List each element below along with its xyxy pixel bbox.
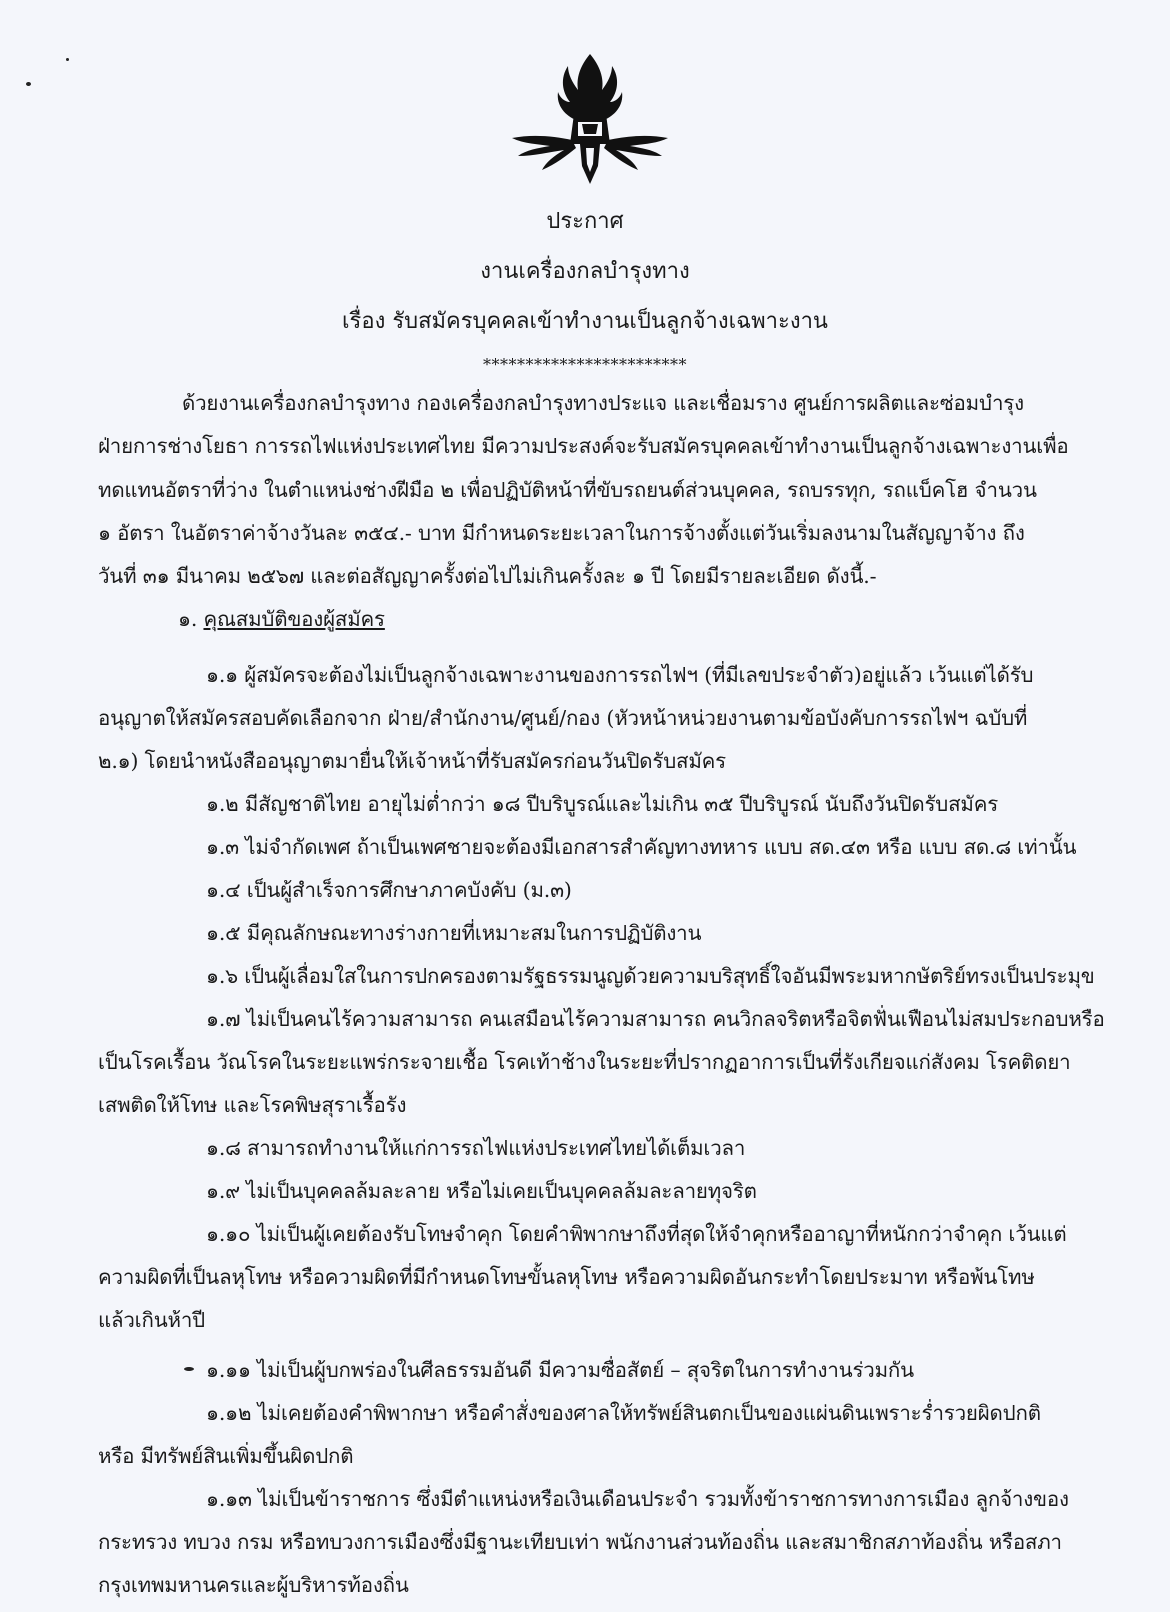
qualification-line: ๑.๑๓ ไม่เป็นข้าราชการ ซึ่งมีตำแหน่งหรือเงินเดือนประจำ รวมทั้งข้าราชการทางการเมือง ลูกจ้างของ: [206, 1487, 1069, 1511]
section-number: ๑.: [178, 607, 198, 631]
qualification-line: เป็นโรคเรื้อน วัณโรคในระยะแพร่กระจายเชื้อ โรคเท้าช้างในระยะที่ปรากฏอาการเป็นที่รังเกียจแก่สังคม โรคติดยา: [98, 1050, 1071, 1074]
qualification-line: ๑.๑๐ ไม่เป็นผู้เคยต้องรับโทษจำคุก โดยคำพิพากษาถึงที่สุดให้จำคุกหรืออาญาที่หนักกว่าจำคุก เว้นแต่: [206, 1222, 1067, 1246]
qualification-line: ๑.๒ มีสัญชาติไทย อายุไม่ต่ำกว่า ๑๘ ปีบริบูรณ์และไม่เกิน ๓๕ ปีบริบูรณ์ นับถึงวันปิดรับสมัคร: [206, 792, 999, 816]
qualification-line: ๑.๕ มีคุณลักษณะทางร่างกายที่เหมาะสมในการปฏิบัติงาน: [206, 921, 702, 945]
department-name: งานเครื่องกลบำรุงทาง: [480, 259, 690, 284]
qualification-line: ๑.๓ ไม่จำกัดเพศ ถ้าเป็นเพศชายจะต้องมีเอกสารสำคัญทางทหาร แบบ สด.๔๓ หรือ แบบ สด.๘ เท่านั้น: [206, 835, 1077, 859]
separator: ************************: [483, 355, 687, 374]
intro-line: ฝ่ายการช่างโยธา การรถไฟแห่งประเทศไทย มีความประสงค์จะรับสมัครบุคคลเข้าทำงานเป็นลูกจ้างเฉพาะงานเพื่อ: [98, 434, 1069, 458]
qualification-line: กระทรวง ทบวง กรม หรือทบวงการเมืองซึ่งมีฐานะเทียบเท่า พนักงานส่วนท้องถิ่น และสมาชิกสภาท้องถิ่น หรือสภา: [98, 1530, 1062, 1554]
qualification-line: ๒.๑) โดยนำหนังสืออนุญาตมายื่นให้เจ้าหน้าที่รับสมัครก่อนวันปิดรับสมัคร: [98, 749, 726, 773]
qualification-line: ๑.๔ เป็นผู้สำเร็จการศึกษาภาคบังคับ (ม.๓): [206, 878, 572, 902]
qualification-line: ๑.๑ ผู้สมัครจะต้องไม่เป็นลูกจ้างเฉพาะงานของการรถไฟฯ (ที่มีเลขประจำตัว)อยู่แล้ว เว้นแต่ได้รับ: [206, 663, 1034, 687]
qualification-line: ๑.๑๒ ไม่เคยต้องคำพิพากษา หรือคำสั่งของศาลให้ทรัพย์สินตกเป็นของแผ่นดินเพราะร่ำรวยผิดปกติ: [206, 1401, 1041, 1425]
qualification-line: ๑.๙ ไม่เป็นบุคคลล้มละลาย หรือไม่เคยเป็นบุคคลล้มละลายทุจริต: [206, 1179, 757, 1203]
subject-line: เรื่อง รับสมัครบุคคลเข้าทำงานเป็นลูกจ้างเฉพาะงาน: [342, 309, 828, 334]
scan-speck: [184, 1367, 194, 1371]
qualification-line: เสพติดให้โทษ และโรคพิษสุราเรื้อรัง: [98, 1093, 407, 1117]
qualification-line: ๑.๑๑ ไม่เป็นผู้บกพร่องในศีลธรรมอันดี มีความซื่อสัตย์ – สุจริตในการทำงานร่วมกัน: [206, 1358, 914, 1382]
intro-line: ด้วยงานเครื่องกลบำรุงทาง กองเครื่องกลบำรุงทางประแจ และเชื่อมราง ศูนย์การผลิตและซ่อมบำรุง: [182, 391, 1024, 415]
srt-emblem-icon: [510, 52, 670, 187]
qualification-line: แล้วเกินห้าปี: [98, 1308, 205, 1332]
section-title: คุณสมบัติของผู้สมัคร: [203, 607, 385, 631]
qualification-line: หรือ มีทรัพย์สินเพิ่มขึ้นผิดปกติ: [98, 1444, 354, 1468]
qualification-line: ๑.๖ เป็นผู้เลื่อมใสในการปกครองตามรัฐธรรมนูญด้วยความบริสุทธิ์ใจอันมีพระมหากษัตริย์ทรงเป็นประมุข: [206, 964, 1095, 988]
qualification-line: อนุญาตให้สมัครสอบคัดเลือกจาก ฝ่าย/สำนักงาน/ศูนย์/กอง (หัวหน้าหน่วยงานตามข้อบังคับการรถไฟฯ ฉบับที่: [98, 706, 1028, 730]
intro-line: วันที่ ๓๑ มีนาคม ๒๕๖๗ และต่อสัญญาครั้งต่อไปไม่เกินครั้งละ ๑ ปี โดยมีรายละเอียด ดังนี้.-: [98, 564, 877, 588]
scan-speck: [26, 82, 31, 86]
section-1-heading: [178, 604, 385, 634]
qualification-line: ๑.๗ ไม่เป็นคนไร้ความสามารถ คนเสมือนไร้ความสามารถ คนวิกลจริตหรือจิตฟั่นเฟือนไม่สมประกอบหรือ: [206, 1007, 1105, 1031]
qualification-line: ความผิดที่เป็นลหุโทษ หรือความผิดที่มีกำหนดโทษขั้นลหุโทษ หรือความผิดอันกระทำโดยประมาท หรือพ้นโทษ: [98, 1265, 1035, 1289]
qualification-line: ๑.๘ สามารถทำงานให้แก่การรถไฟแห่งประเทศไทยได้เต็มเวลา: [206, 1136, 746, 1160]
document-title: ประกาศ: [546, 209, 624, 234]
intro-line: ทดแทนอัตราที่ว่าง ในตำแหน่งช่างฝีมือ ๒ เพื่อปฏิบัติหน้าที่ขับรถยนต์ส่วนบุคคล, รถบรรทุก, รถแบ็คโฮ จำนวน: [98, 478, 1037, 502]
qualification-line: กรุงเทพมหานครและผู้บริหารท้องถิ่น: [98, 1573, 409, 1597]
intro-line: ๑ อัตรา ในอัตราค่าจ้างวันละ ๓๕๔.- บาท มีกำหนดระยะเวลาในการจ้างตั้งแต่วันเริ่มลงนามในสัญญาจ้าง ถึง: [98, 521, 1025, 545]
scan-speck: [66, 58, 69, 61]
